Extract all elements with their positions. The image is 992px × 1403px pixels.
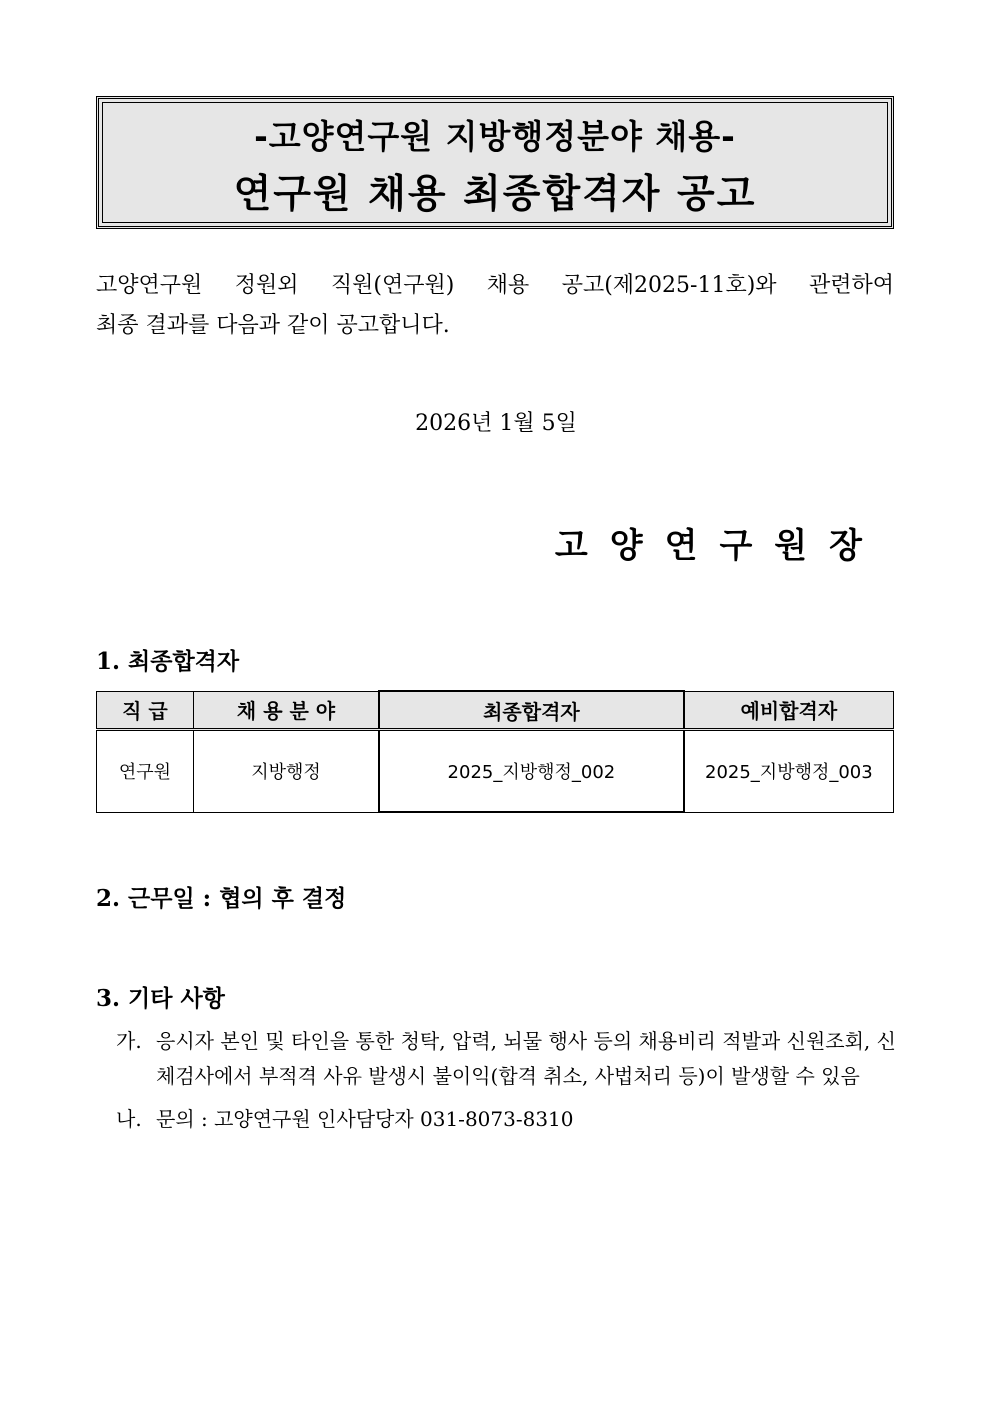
header-field: 채 용 분 야 [193,691,379,730]
cell-field: 지방행정 [193,730,379,813]
notes-list [116,1024,896,1145]
cell-reserve-candidate: 2025_지방행정_003 [684,730,894,813]
intro-paragraph [96,266,894,346]
header-position: 직 급 [97,691,194,730]
announcement-date: 2026년 1월 5일 [415,411,577,436]
section-other-title: 3. 기타 사항 [96,985,225,1012]
cell-position: 연구원 [97,730,194,813]
cell-final-candidate: 2025_지방행정_002 [379,730,684,813]
section-workday [96,880,346,913]
intro-line-1: 고양연구원 정원외 직원(연구원) 채용 공고(제2025-11호)와 관련하여 [96,273,894,298]
title-subheading: -고양연구원 지방행정분야 채용- [254,117,736,156]
section-final-candidates-title: 1. 최종합격자 [96,648,240,675]
title-box [96,96,894,229]
workday-label: 2. 근무일 : [96,885,220,912]
header-final-candidate: 최종합격자 [379,691,684,730]
table-row [97,730,894,813]
header-reserve-candidate: 예비합격자 [684,691,894,730]
organization-signature: 고양연구원장 [554,526,884,566]
page-title: 연구원 채용 최종합격자 공고 [233,172,757,217]
note-marker: 나. [116,1107,142,1131]
results-table [96,690,894,813]
list-item [116,1024,896,1094]
note-text: 문의 : 고양연구원 인사담당자 031-8073-8310 [156,1107,574,1131]
table-header-row [97,691,894,730]
workday-value: 협의 후 결정 [219,885,347,912]
note-text: 응시자 본인 및 타인을 통한 청탁, 압력, 뇌물 행사 등의 채용비리 적발과 신원조회, 신체검사에서 부적격 사유 발생시 불이익(합격 취소, 사법처리 등)이 발생할 수 있음 [156,1029,896,1088]
intro-line-2: 최종 결과를 다음과 같이 공고합니다. [96,313,450,338]
list-item [116,1102,896,1137]
note-marker: 가. [116,1029,142,1053]
